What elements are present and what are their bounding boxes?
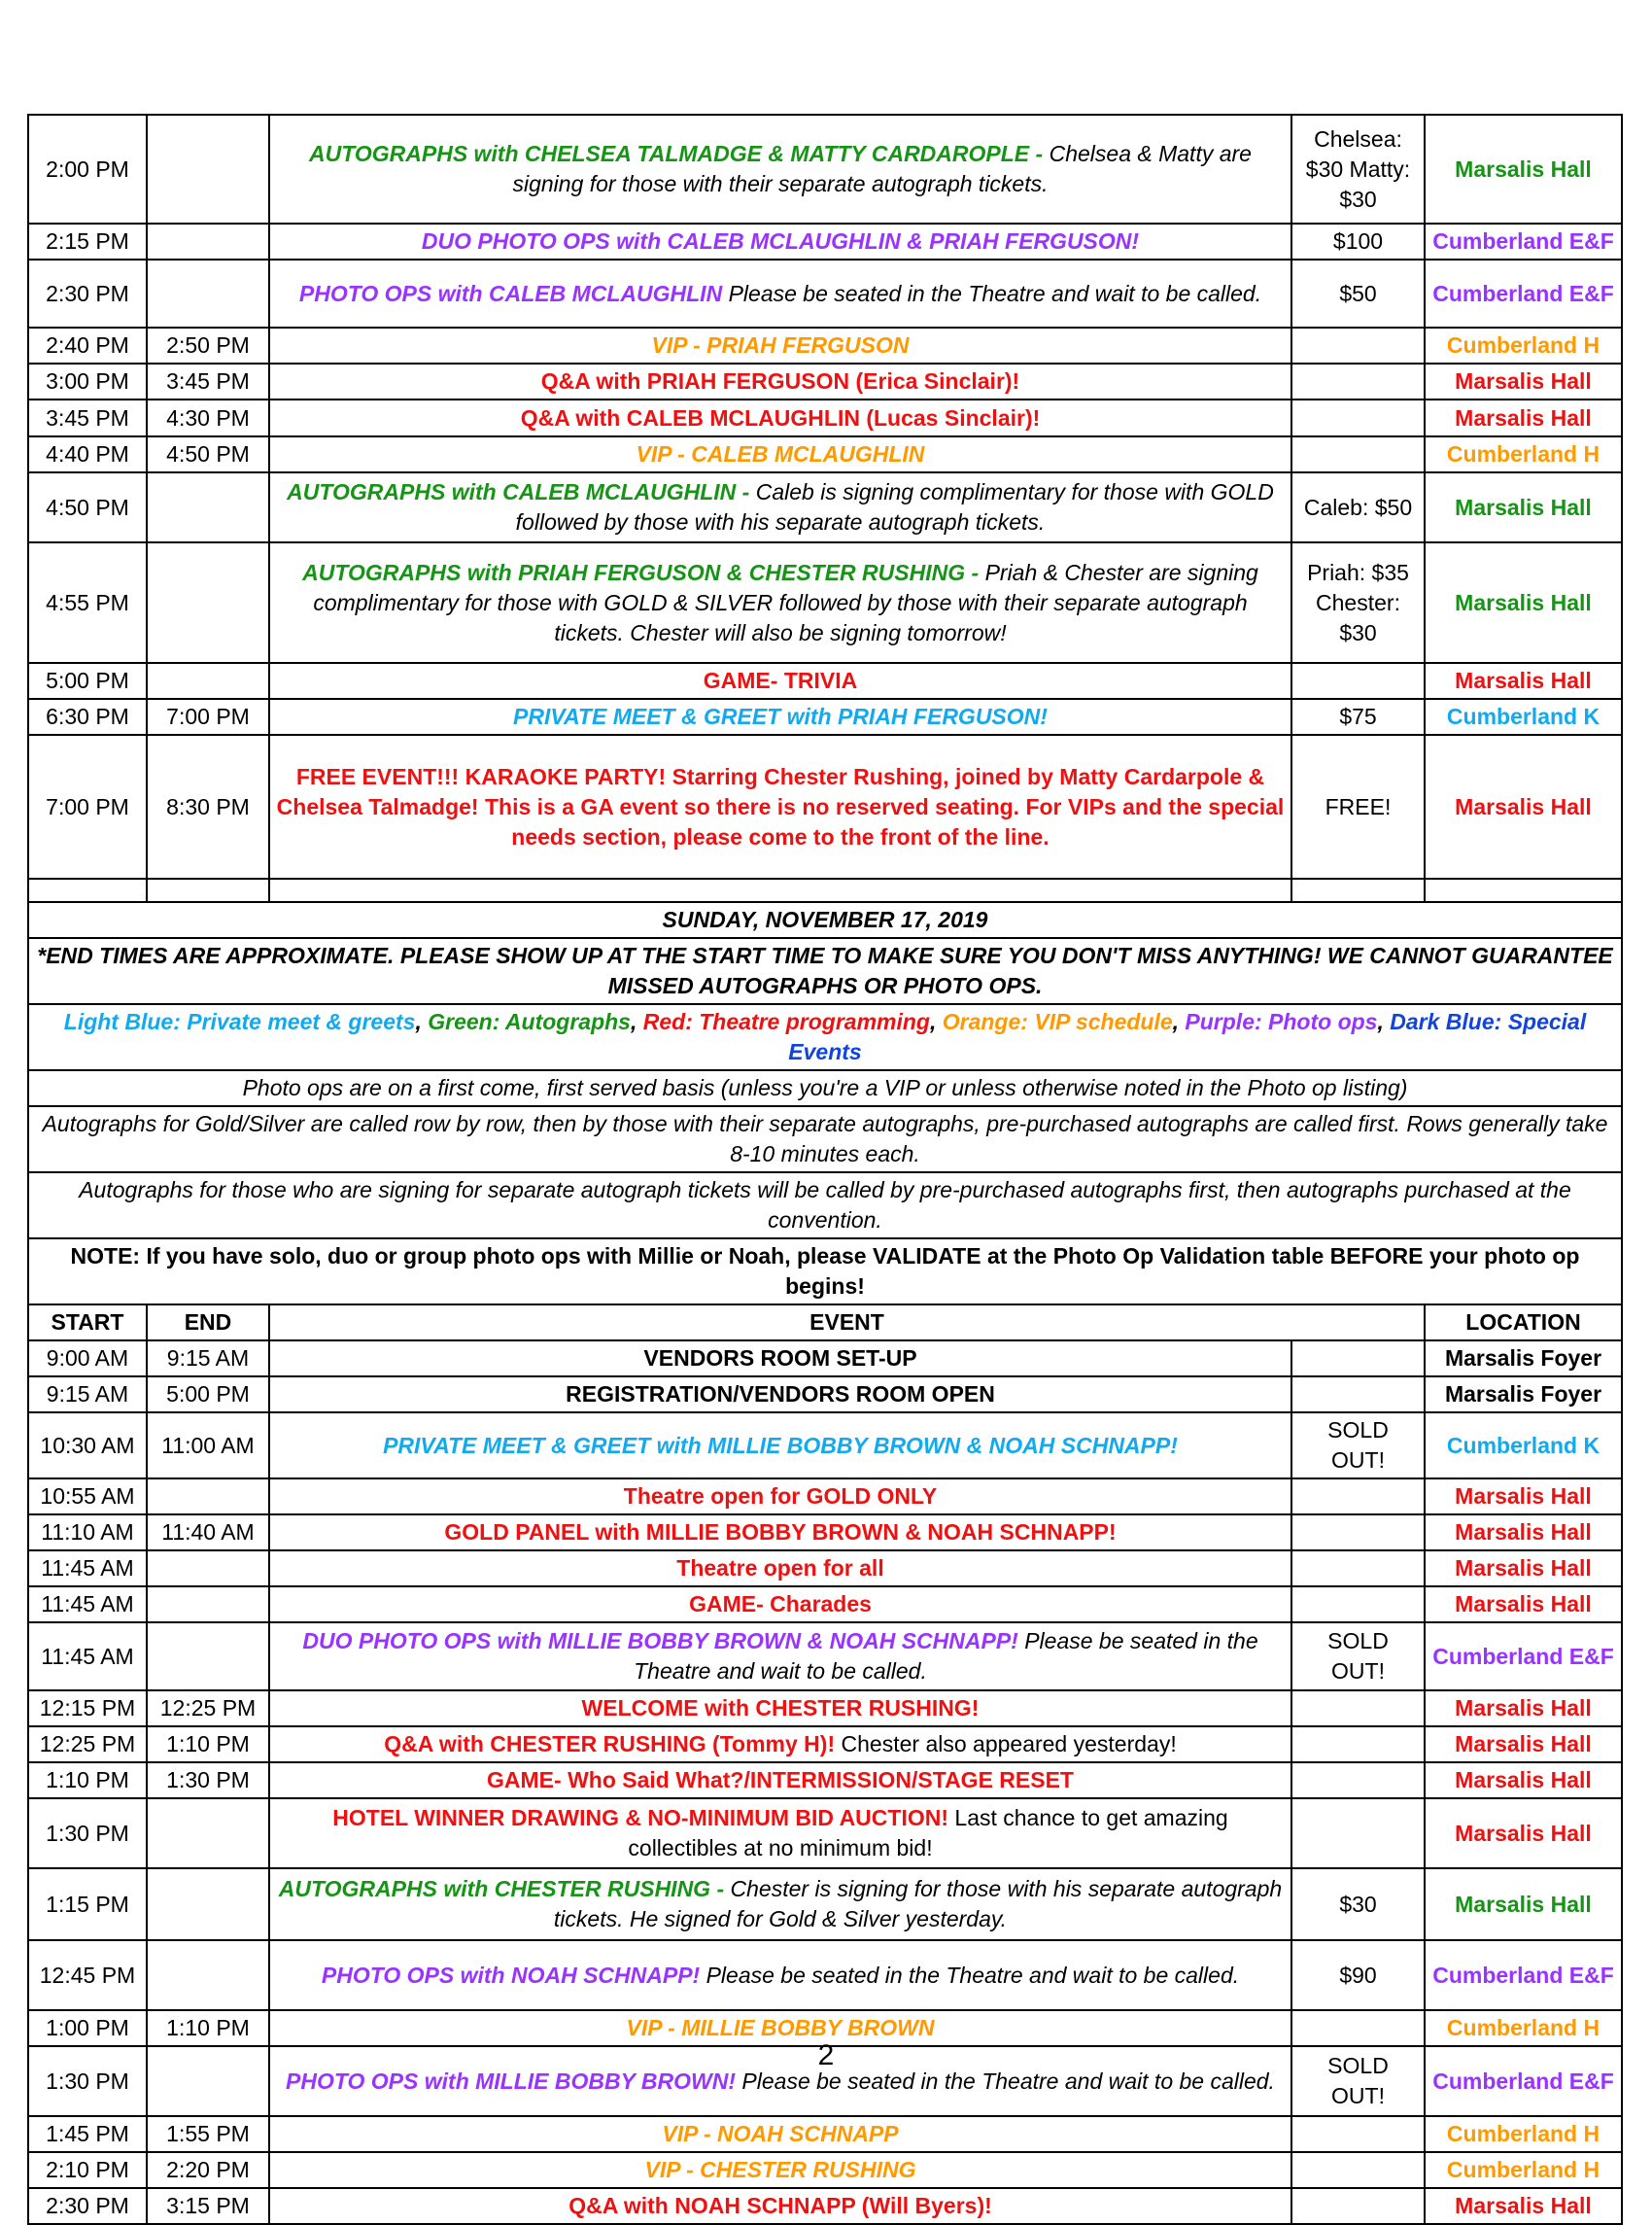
location: Marsalis Foyer	[1425, 1376, 1622, 1412]
schedule-row	[28, 1376, 1622, 1412]
schedule-row	[28, 1478, 1622, 1514]
schedule-row	[28, 400, 1622, 436]
event-title: REGISTRATION/VENDORS ROOM OPEN	[566, 1381, 995, 1407]
end-time	[147, 1798, 269, 1868]
event-cell	[269, 1412, 1291, 1478]
end-time: 7:00 PM	[147, 699, 269, 735]
event-title: VIP - MILLIE BOBBY BROWN	[626, 2015, 935, 2040]
end-time: 2:50 PM	[147, 328, 269, 364]
end-time: 11:00 AM	[147, 1412, 269, 1478]
price	[1291, 1798, 1425, 1868]
schedule-row	[28, 1726, 1622, 1762]
legend-segment: Light Blue: Private meet & greets	[63, 1009, 416, 1034]
schedule-row	[28, 1550, 1622, 1586]
schedule-table	[27, 114, 1623, 2225]
event-title: PHOTO OPS with CALEB MCLAUGHLIN	[298, 280, 723, 306]
schedule-row	[28, 1622, 1622, 1690]
legend-segment: ,	[929, 1009, 943, 1034]
event-separator: -	[1029, 141, 1050, 166]
event-detail: Caleb is signing complimentary for those with GOLD followed by those with his separate autograph tickets.	[515, 479, 1274, 535]
end-time	[147, 224, 269, 260]
schedule-row	[28, 224, 1622, 260]
schedule-row	[28, 436, 1622, 472]
legend-segment: Dark Blue: Special Events	[788, 1009, 1587, 1064]
schedule-row	[28, 663, 1622, 699]
event-title: VENDORS ROOM SET-UP	[643, 1345, 917, 1371]
start-time: 1:45 PM	[28, 2116, 147, 2152]
end-time	[147, 472, 269, 542]
price	[1291, 1376, 1425, 1412]
end-time: 3:45 PM	[147, 364, 269, 400]
location: Cumberland E&F	[1425, 1622, 1622, 1690]
event-title: VIP - CHESTER RUSHING	[644, 2157, 916, 2182]
event-detail: Last chance to get amazing collectibles at no minimum bid!	[628, 1805, 1228, 1860]
start-time: 6:30 PM	[28, 699, 147, 735]
price	[1291, 663, 1425, 699]
event-cell	[269, 1514, 1291, 1550]
event-cell	[269, 1798, 1291, 1868]
event-cell	[269, 224, 1291, 260]
start-time: 2:30 PM	[28, 260, 147, 328]
validate-note: NOTE: If you have solo, duo or group photo ops with Millie or Noah, please VALIDATE at the Photo Op Validation table BEFORE your photo op begins!	[28, 1238, 1622, 1304]
price: $75	[1291, 699, 1425, 735]
event-title: GAME- Charades	[689, 1591, 872, 1617]
event-title: PHOTO OPS with NOAH SCHNAPP!	[321, 1962, 701, 1988]
location: Cumberland H	[1425, 2152, 1622, 2188]
day-header-row	[28, 902, 1622, 938]
event-cell	[269, 1550, 1291, 1586]
schedule-row	[28, 1514, 1622, 1550]
location: Cumberland K	[1425, 1412, 1622, 1478]
start-time: 9:15 AM	[28, 1376, 147, 1412]
location: Marsalis Hall	[1425, 364, 1622, 400]
schedule-row	[28, 260, 1622, 328]
event-cell	[269, 2188, 1291, 2224]
event-cell	[269, 1622, 1291, 1690]
end-time	[147, 1940, 269, 2010]
start-time: 3:00 PM	[28, 364, 147, 400]
schedule-row	[28, 1586, 1622, 1622]
start-time: 2:40 PM	[28, 328, 147, 364]
event-cell	[269, 115, 1291, 224]
event-cell	[269, 1690, 1291, 1726]
event-detail: Please be seated in the Theatre and wait to be called.	[706, 1962, 1240, 1988]
price	[1291, 1726, 1425, 1762]
price	[1291, 1690, 1425, 1726]
event-cell	[269, 1940, 1291, 2010]
event-cell	[269, 1868, 1291, 1940]
event-detail: Chester is signing for those with his separate autograph tickets. He signed for Gold & Silver yesterday.	[553, 1876, 1283, 1931]
start-time: 1:10 PM	[28, 1762, 147, 1798]
event-title: Theatre open for all	[676, 1555, 884, 1581]
start-time: 4:50 PM	[28, 472, 147, 542]
event-title: VIP - CALEB MCLAUGHLIN	[636, 441, 925, 467]
location: Marsalis Hall	[1425, 1868, 1622, 1940]
header-location: LOCATION	[1425, 1304, 1622, 1340]
event-title: Q&A with CHESTER RUSHING (Tommy H)!	[384, 1731, 836, 1756]
end-time: 3:15 PM	[147, 2188, 269, 2224]
start-time: 10:55 AM	[28, 1478, 147, 1514]
schedule-row	[28, 2116, 1622, 2152]
end-time: 1:10 PM	[147, 1726, 269, 1762]
location: Cumberland H	[1425, 328, 1622, 364]
event-cell	[269, 436, 1291, 472]
start-time: 11:45 AM	[28, 1622, 147, 1690]
price	[1291, 364, 1425, 400]
location: Cumberland H	[1425, 2010, 1622, 2046]
price	[1291, 2152, 1425, 2188]
price	[1291, 1514, 1425, 1550]
end-time	[147, 542, 269, 663]
end-time	[147, 663, 269, 699]
legend-segment: ,	[1172, 1009, 1186, 1034]
event-detail: Priah & Chester are signing complimentary for those with GOLD & SILVER followed by those with their separate autograph tickets. Chester will also be signing tomorrow!	[313, 559, 1258, 645]
event-cell	[269, 400, 1291, 436]
price	[1291, 1550, 1425, 1586]
day-title: SUNDAY, NOVEMBER 17, 2019	[28, 902, 1622, 938]
price	[1291, 2188, 1425, 2224]
color-legend	[28, 1004, 1622, 1070]
event-detail: Please be seated in the Theatre and wait to be called.	[741, 2068, 1275, 2094]
location: Cumberland E&F	[1425, 2046, 1622, 2116]
end-time	[147, 1586, 269, 1622]
event-title: Q&A with NOAH SCHNAPP (Will Byers)!	[568, 2193, 992, 2218]
end-time	[147, 1868, 269, 1940]
location: Cumberland E&F	[1425, 1940, 1622, 2010]
photo-ops-info: Photo ops are on a first come, first served basis (unless you're a VIP or unless otherwise noted in the Photo op listing)	[28, 1070, 1622, 1106]
event-cell	[269, 2116, 1291, 2152]
event-cell	[269, 1726, 1291, 1762]
event-cell	[269, 260, 1291, 328]
start-time: 2:10 PM	[28, 2152, 147, 2188]
end-time	[147, 1478, 269, 1514]
header-start: START	[28, 1304, 147, 1340]
start-time: 4:55 PM	[28, 542, 147, 663]
event-cell	[269, 699, 1291, 735]
legend-segment: Purple: Photo ops	[1185, 1009, 1378, 1034]
price	[1291, 1340, 1425, 1376]
location: Marsalis Hall	[1425, 1690, 1622, 1726]
start-time: 12:15 PM	[28, 1690, 147, 1726]
event-cell	[269, 2152, 1291, 2188]
start-time: 7:00 PM	[28, 735, 147, 879]
event-detail: Chester also appeared yesterday!	[841, 1731, 1177, 1756]
event-detail: Please be seated in the Theatre and wait to be called.	[728, 280, 1262, 306]
spacer-row	[28, 879, 1622, 902]
event-cell	[269, 472, 1291, 542]
event-cell	[269, 1762, 1291, 1798]
legend-segment: ,	[1377, 1009, 1391, 1034]
location: Cumberland H	[1425, 436, 1622, 472]
location: Marsalis Hall	[1425, 663, 1622, 699]
event-separator: -	[736, 479, 756, 504]
event-title: AUTOGRAPHS with CALEB MCLAUGHLIN	[287, 479, 737, 504]
location: Marsalis Hall	[1425, 2188, 1622, 2224]
page-number: 2	[817, 2039, 835, 2071]
header-end: END	[147, 1304, 269, 1340]
event-title: AUTOGRAPHS with PRIAH FERGUSON & CHESTER RUSHING	[302, 559, 966, 585]
price	[1291, 328, 1425, 364]
end-time: 12:25 PM	[147, 1690, 269, 1726]
event-title: PRIVATE MEET & GREET with MILLIE BOBBY BROWN & NOAH SCHNAPP!	[383, 1432, 1178, 1458]
schedule-row	[28, 472, 1622, 542]
event-title: Theatre open for GOLD ONLY	[623, 1483, 938, 1509]
event-cell	[269, 663, 1291, 699]
event-title: GAME- TRIVIA	[703, 668, 858, 693]
end-time: 4:50 PM	[147, 436, 269, 472]
location: Marsalis Hall	[1425, 542, 1622, 663]
start-time: 2:00 PM	[28, 115, 147, 224]
price: SOLD OUT!	[1291, 2046, 1425, 2116]
price	[1291, 400, 1425, 436]
location: Marsalis Hall	[1425, 115, 1622, 224]
price	[1291, 1586, 1425, 1622]
schedule-row	[28, 1798, 1622, 1868]
location: Marsalis Hall	[1425, 1762, 1622, 1798]
location: Marsalis Hall	[1425, 735, 1622, 879]
end-time: 1:55 PM	[147, 2116, 269, 2152]
end-time: 11:40 AM	[147, 1514, 269, 1550]
end-time: 2:20 PM	[147, 2152, 269, 2188]
start-time: 11:45 AM	[28, 1586, 147, 1622]
event-cell	[269, 735, 1291, 879]
legend-segment: ,	[415, 1009, 429, 1034]
end-time: 1:10 PM	[147, 2010, 269, 2046]
schedule-row	[28, 735, 1622, 879]
schedule-row	[28, 1340, 1622, 1376]
start-time: 1:15 PM	[28, 1868, 147, 1940]
start-time: 5:00 PM	[28, 663, 147, 699]
event-title: PHOTO OPS with MILLIE BOBBY BROWN!	[286, 2068, 737, 2094]
event-title: PRIVATE MEET & GREET with PRIAH FERGUSON!	[513, 704, 1048, 729]
separate-autographs-info: Autographs for those who are signing for separate autograph tickets will be called by pre-purchased autographs first, then autographs purchased at the convention.	[28, 1172, 1622, 1238]
end-time: 9:15 AM	[147, 1340, 269, 1376]
schedule-row	[28, 115, 1622, 224]
start-time: 11:45 AM	[28, 1550, 147, 1586]
legend-segment: Green: Autographs	[428, 1009, 631, 1034]
event-cell	[269, 1586, 1291, 1622]
event-separator: -	[965, 559, 985, 585]
location: Marsalis Hall	[1425, 400, 1622, 436]
location: Marsalis Hall	[1425, 1798, 1622, 1868]
schedule-row	[28, 1762, 1622, 1798]
location: Cumberland E&F	[1425, 224, 1622, 260]
price: SOLD OUT!	[1291, 1622, 1425, 1690]
approximate-times-note: *END TIMES ARE APPROXIMATE. PLEASE SHOW UP AT THE START TIME TO MAKE SURE YOU DON'T MISS ANYTHING! WE CANNOT GUARANTEE MISSED AUTOGRAPHS OR PHOTO OPS.	[28, 938, 1622, 1004]
event-title: Q&A with CALEB MCLAUGHLIN (Lucas Sinclair)!	[520, 404, 1041, 431]
event-title: GOLD PANEL with MILLIE BOBBY BROWN & NOAH SCHNAPP!	[444, 1519, 1117, 1545]
sunday-section	[28, 879, 1622, 1340]
location: Marsalis Hall	[1425, 1550, 1622, 1586]
event-detail: Chelsea & Matty are signing for those with their separate autograph tickets.	[512, 141, 1252, 196]
schedule-row	[28, 364, 1622, 400]
legend-segment: Orange: VIP schedule	[942, 1009, 1173, 1034]
price	[1291, 436, 1425, 472]
header-event: EVENT	[269, 1304, 1425, 1340]
schedule-row	[28, 1690, 1622, 1726]
event-title: AUTOGRAPHS with CHESTER RUSHING	[278, 1876, 711, 1901]
event-title: GAME- Who Said What?/INTERMISSION/STAGE RESET	[487, 1767, 1074, 1792]
location: Marsalis Hall	[1425, 1726, 1622, 1762]
price: FREE!	[1291, 735, 1425, 879]
event-cell	[269, 1376, 1291, 1412]
start-time: 1:00 PM	[28, 2010, 147, 2046]
schedule-row	[28, 1940, 1622, 2010]
event-title: DUO PHOTO OPS with CALEB MCLAUGHLIN & PRIAH FERGUSON!	[421, 228, 1140, 254]
end-time: 4:30 PM	[147, 400, 269, 436]
start-time: 3:45 PM	[28, 400, 147, 436]
start-time: 9:00 AM	[28, 1340, 147, 1376]
start-time: 4:40 PM	[28, 436, 147, 472]
autographs-gold-silver-info: Autographs for Gold/Silver are called row by row, then by those with their separate autographs, pre-purchased autographs are called first. Rows generally take 8-10 minutes each.	[28, 1106, 1622, 1172]
price	[1291, 1478, 1425, 1514]
legend-segment: ,	[630, 1009, 643, 1034]
price: Priah: $35 Chester: $30	[1291, 542, 1425, 663]
start-time: 11:10 AM	[28, 1514, 147, 1550]
start-time: 2:30 PM	[28, 2188, 147, 2224]
location: Marsalis Hall	[1425, 1586, 1622, 1622]
event-cell	[269, 1340, 1291, 1376]
price: SOLD OUT!	[1291, 1412, 1425, 1478]
end-time	[147, 1622, 269, 1690]
price: Caleb: $50	[1291, 472, 1425, 542]
event-cell	[269, 328, 1291, 364]
location: Marsalis Foyer	[1425, 1340, 1622, 1376]
price	[1291, 2116, 1425, 2152]
event-detail: Please be seated in the Theatre and wait to be called.	[634, 1628, 1258, 1684]
end-time	[147, 115, 269, 224]
schedule-row	[28, 328, 1622, 364]
schedule-row	[28, 2152, 1622, 2188]
event-title: VIP - NOAH SCHNAPP	[662, 2121, 899, 2146]
end-time: 1:30 PM	[147, 1762, 269, 1798]
price: $50	[1291, 260, 1425, 328]
column-header-row	[28, 1304, 1622, 1340]
schedule-row	[28, 1412, 1622, 1478]
event-title: Q&A with PRIAH FERGUSON (Erica Sinclair)!	[540, 368, 1020, 394]
price: $30	[1291, 1868, 1425, 1940]
start-time: 2:15 PM	[28, 224, 147, 260]
schedule-row	[28, 699, 1622, 735]
event-title: AUTOGRAPHS with CHELSEA TALMADGE & MATTY CARDAROPLE	[309, 141, 1030, 166]
event-cell	[269, 364, 1291, 400]
location: Marsalis Hall	[1425, 1514, 1622, 1550]
end-time: 5:00 PM	[147, 1376, 269, 1412]
start-time: 12:45 PM	[28, 1940, 147, 2010]
price	[1291, 1762, 1425, 1798]
event-title: DUO PHOTO OPS with MILLIE BOBBY BROWN & NOAH SCHNAPP!	[302, 1628, 1018, 1653]
sunday-rows	[28, 1340, 1622, 2224]
saturday-rows	[28, 115, 1622, 879]
location: Cumberland E&F	[1425, 260, 1622, 328]
start-time: 12:25 PM	[28, 1726, 147, 1762]
location: Cumberland H	[1425, 2116, 1622, 2152]
price: $100	[1291, 224, 1425, 260]
event-cell	[269, 1478, 1291, 1514]
event-cell	[269, 542, 1291, 663]
location: Marsalis Hall	[1425, 1478, 1622, 1514]
legend-segment: Red: Theatre programming	[642, 1009, 930, 1034]
location: Cumberland K	[1425, 699, 1622, 735]
schedule-row	[28, 542, 1622, 663]
event-title: WELCOME with CHESTER RUSHING!	[581, 1695, 980, 1721]
schedule-row	[28, 1868, 1622, 1940]
start-time: 1:30 PM	[28, 1798, 147, 1868]
price: Chelsea: $30 Matty: $30	[1291, 115, 1425, 224]
start-time: 10:30 AM	[28, 1412, 147, 1478]
end-time	[147, 260, 269, 328]
event-title: HOTEL WINNER DRAWING & NO-MINIMUM BID AUCTION!	[332, 1805, 949, 1830]
event-title: FREE EVENT!!! KARAOKE PARTY! Starring Chester Rushing, joined by Matty Cardarpole & Chelsea Talmadge! This is a GA event so there is no reserved seating. For VIPs and the special needs section, please come to the front of the line.	[276, 763, 1285, 850]
start-time: 1:30 PM	[28, 2046, 147, 2116]
event-separator: -	[710, 1876, 731, 1901]
event-title: VIP - PRIAH FERGUSON	[651, 332, 910, 358]
location: Marsalis Hall	[1425, 472, 1622, 542]
price: $90	[1291, 1940, 1425, 2010]
end-time: 8:30 PM	[147, 735, 269, 879]
schedule-row	[28, 2188, 1622, 2224]
end-time	[147, 1550, 269, 1586]
